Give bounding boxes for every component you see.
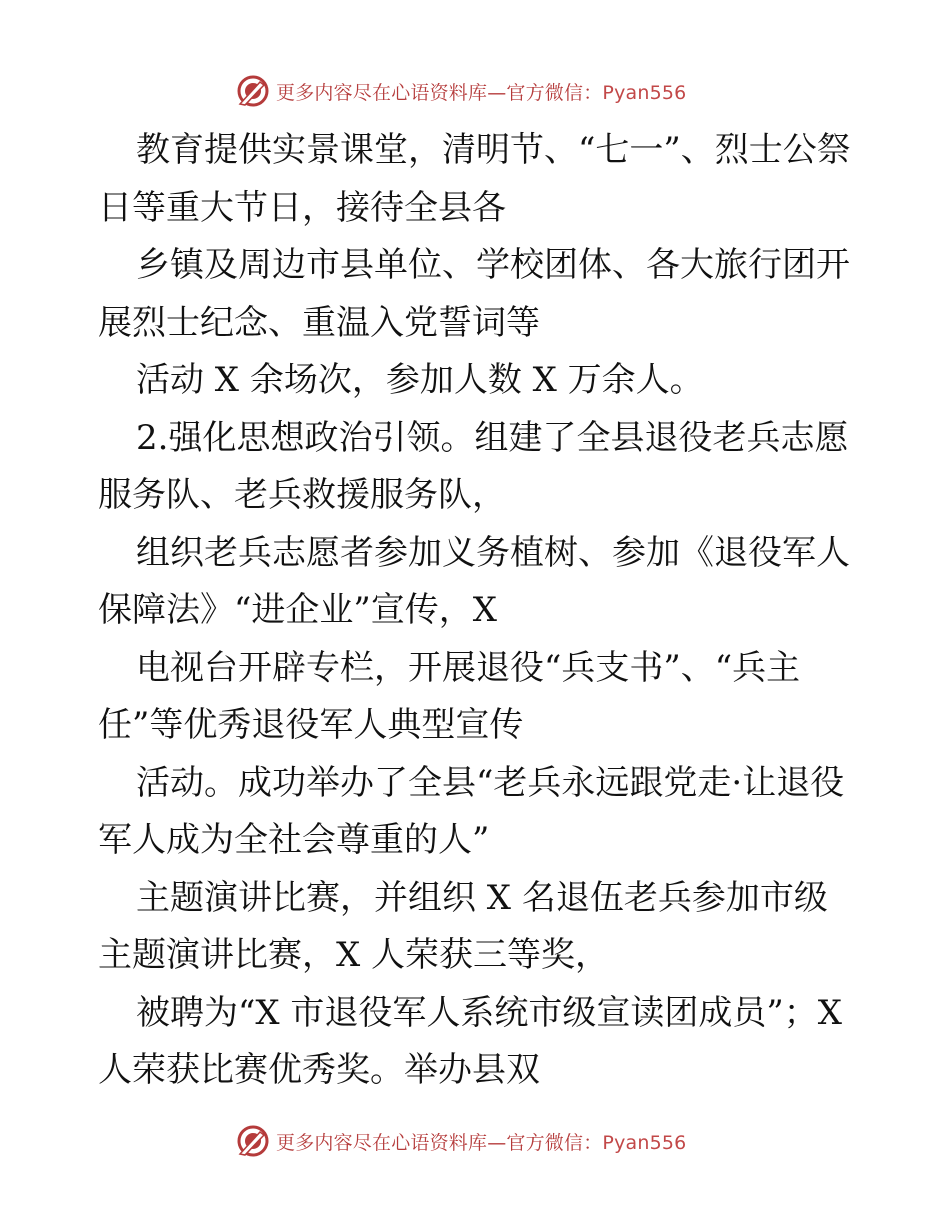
paragraph: 主题演讲比赛，并组织 X 名退伍老兵参加市级主题演讲比赛，X 人荣获三等奖， <box>98 877 828 975</box>
header-watermark <box>0 70 950 110</box>
watermark-handle: Pyan556 <box>602 81 687 104</box>
paragraph: 被聘为“X 市退役军人系统市级宣读团成员”；X 人荣获比赛优秀奖。举办县双 <box>98 992 853 1090</box>
paragraph: 乡镇及周边市县单位、学校团体、各大旅行团开展烈士纪念、重温入党誓词等 <box>98 245 850 343</box>
document-body <box>98 122 858 1100</box>
paragraph: 活动 X 余场次，参加人数 X 万余人。 <box>136 360 704 400</box>
quill-logo-icon <box>236 1124 270 1158</box>
paragraph: 活动。成功举办了全县“老兵永远跟党走·让退役军人成为全社会尊重的人” <box>98 762 845 860</box>
footer-watermark <box>0 1120 950 1160</box>
watermark-text: 更多内容尽在心语资料库—官方微信： <box>276 1131 603 1154</box>
paragraph: 组织老兵志愿者参加义务植树、参加《退役军人保障法》“进企业”宣传，X <box>98 532 850 630</box>
quill-logo-icon <box>236 74 270 108</box>
watermark-text: 更多内容尽在心语资料库—官方微信： <box>276 81 603 104</box>
watermark-handle: Pyan556 <box>602 1131 687 1154</box>
paragraph: 教育提供实景课堂，清明节、“七一”、烈士公祭日等重大节日，接待全县各 <box>98 130 851 228</box>
paragraph: 电视台开辟专栏，开展退役“兵支书”、“兵主任”等优秀退役军人典型宣传 <box>98 647 801 745</box>
paragraph: 2.强化思想政治引领。组建了全县退役老兵志愿服务队、老兵救援服务队， <box>98 417 849 515</box>
